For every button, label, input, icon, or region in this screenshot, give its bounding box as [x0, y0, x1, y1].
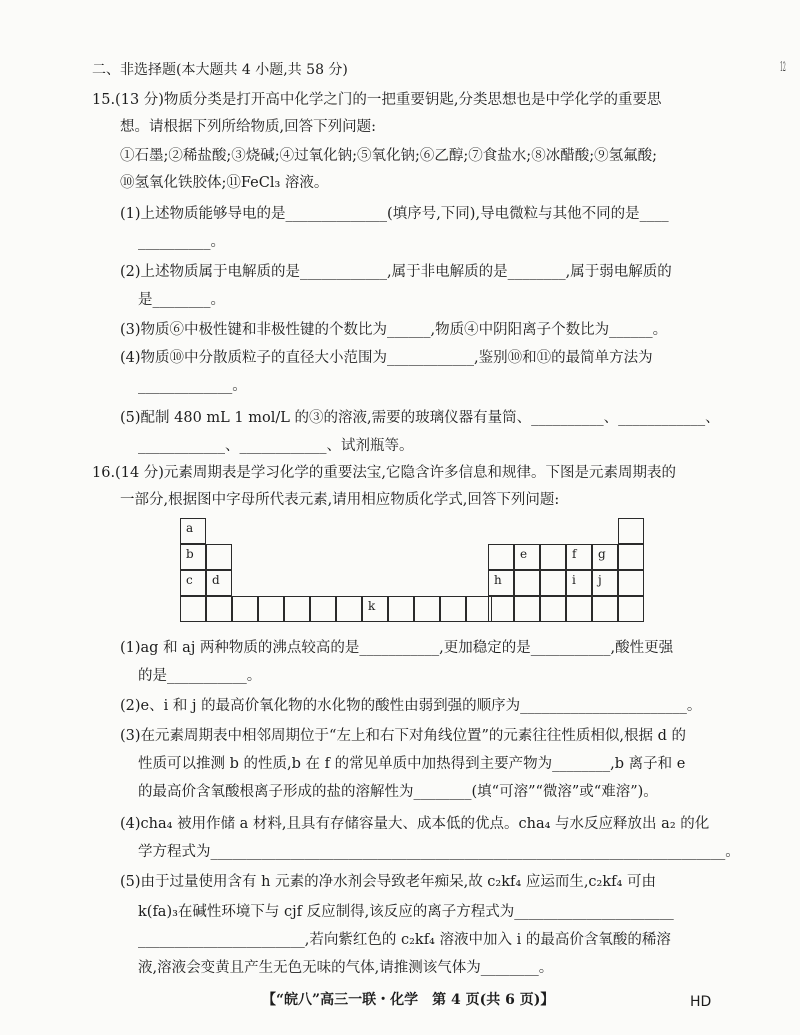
q15-stem-1: 15.(13 分)物质分类是打开高中化学之门的一把重要钥匙,分类思想也是中学化学的重要思: [92, 92, 662, 108]
pt-cell-r4-5: [284, 596, 310, 622]
section-header: 二、非选择题(本大题共 4 小题,共 58 分): [92, 62, 348, 78]
q16-part2: (2)e、i 和 j 的最高价氧化物的水化物的酸性由弱到强的顺序为_______________________。: [120, 698, 702, 714]
pt-cell-r4-18: [618, 596, 644, 622]
q15-part2-a: (2)上述物质属于电解质的是____________,属于非电解质的是________,属于弱电解质的: [120, 264, 672, 280]
q16-part5-c: _______________________,若向紫红色的 c₂kf₄ 溶液中加入 i 的最高价含氧酸的稀溶: [138, 932, 671, 948]
pt-cell-b: b: [180, 544, 206, 570]
q16-stem-2: 一部分,根据图中字母所代表元素,请用相应物质化学式,回答下列问题:: [120, 492, 560, 508]
q15-stem-2: 想。请根据下列所给物质,回答下列问题:: [120, 119, 376, 135]
q16-part5-d: 液,溶液会变黄且产生无色无味的气体,请推测该气体为________。: [138, 960, 554, 976]
pt-cell-r3-14: [514, 570, 540, 596]
pt-cell-r4-16: [566, 596, 592, 622]
q16-part1-a: (1)ag 和 aj 两种物质的沸点较高的是___________,更加稳定的是___________,酸性更强: [120, 640, 674, 656]
q16-part1-b: 的是___________。: [138, 668, 262, 684]
pt-cell-i: i: [566, 570, 592, 596]
pt-cell-h: h: [488, 570, 514, 596]
pt-cell-r2-2: [206, 544, 232, 570]
pt-cell-k: k: [362, 596, 388, 622]
q16-part4-a: (4)cha₄ 被用作储 a 材料,且具有存储容量大、成本低的优点。cha₄ 与水反应释放出 a₂ 的化: [120, 816, 710, 832]
pt-cell-r4-15: [540, 596, 566, 622]
pt-cell-r4-17: [592, 596, 618, 622]
pt-cell-f: f: [566, 544, 592, 570]
pt-cell-r4-10: [414, 596, 440, 622]
pt-cell-a: a: [180, 518, 206, 544]
pt-cell-d: d: [206, 570, 232, 596]
pt-cell-g: g: [592, 544, 618, 570]
pt-cell-r4-2: [206, 596, 232, 622]
pt-cell-r2-18: [618, 544, 644, 570]
q16-part5-a: (5)由于过量使用含有 h 元素的净水剂会导致老年痴呆,故 c₂kf₄ 应运而生,c₂kf₄ 可由: [120, 874, 656, 890]
pt-cell-r4-11: [440, 596, 466, 622]
q16-part3-c: 的最高价含氧酸根离子形成的盐的溶解性为________(填“可溶”“微溶”或“难溶”)。: [138, 784, 658, 800]
pt-cell-j: j: [592, 570, 618, 596]
pt-cell-r2-13: [488, 544, 514, 570]
q15-part1-a: (1)上述物质能够导电的是______________(填序号,下同),导电微粒与其他不同的是____: [120, 206, 669, 222]
pt-cell-r2-15: [540, 544, 566, 570]
pt-cell-r3-18: [618, 570, 644, 596]
pt-cell-r4-1: [180, 596, 206, 622]
pt-cell-r4-3: [232, 596, 258, 622]
q15-substances-2: ⑩氢氧化铁胶体;⑪FeCl₃ 溶液。: [120, 175, 329, 191]
pt-cell-r4-14: [514, 596, 540, 622]
pt-cell-r4-13: [488, 596, 514, 622]
hd-mark: HD: [690, 994, 712, 1010]
pt-cell-r4-6: [310, 596, 336, 622]
pt-cell-r3-15: [540, 570, 566, 596]
corner-mark: 12: [780, 60, 786, 75]
q16-part4-b: 学方程式为_______________________________________________________________________。: [138, 844, 740, 860]
q15-part4-a: (4)物质⑩中分散质粒子的直径大小范围为____________,鉴别⑩和⑪的最简单方法为: [120, 350, 653, 366]
q16-part5-b: k(fa)₃在碱性环境下与 cjf 反应制得,该反应的离子方程式为______________________: [138, 904, 674, 920]
q15-part5-b: ____________、____________、试剂瓶等。: [138, 438, 414, 454]
pt-cell-e: e: [514, 544, 540, 570]
pt-cell-r4-9: [388, 596, 414, 622]
pt-cell-r1-18: [618, 518, 644, 544]
q15-part1-b: __________。: [138, 234, 225, 250]
pt-cell-c: c: [180, 570, 206, 596]
q15-part5-a: (5)配制 480 mL 1 mol/L 的③的溶液,需要的玻璃仪器有量筒、__________、____________、: [120, 410, 720, 426]
q15-part4-b: _____________。: [138, 378, 247, 394]
pt-cell-r4-4: [258, 596, 284, 622]
q15-part3: (3)物质⑥中极性键和非极性键的个数比为______,物质④中阴阳离子个数比为______。: [120, 322, 668, 338]
page-footer: 【“皖八”高三一联・化学 第 4 页(共 6 页)】: [262, 992, 555, 1008]
pt-cell-r4-7: [336, 596, 362, 622]
q16-part3-a: (3)在元素周期表中相邻周期位于“左上和右下对角线位置”的元素往往性质相似,根据 d 的: [120, 728, 686, 744]
q16-stem-1: 16.(14 分)元素周期表是学习化学的重要法宝,它隐含许多信息和规律。下图是元素周期表的: [92, 465, 677, 481]
q16-part3-b: 性质可以推测 b 的性质,b 在 f 的常见单质中加热得到主要产物为________,b 离子和 e: [138, 756, 686, 772]
q15-substances-1: ①石墨;②稀盐酸;③烧碱;④过氧化钠;⑤氧化钠;⑥乙醇;⑦食盐水;⑧冰醋酸;⑨氢氟酸;: [120, 148, 657, 164]
q15-part2-b: 是________。: [138, 292, 225, 308]
